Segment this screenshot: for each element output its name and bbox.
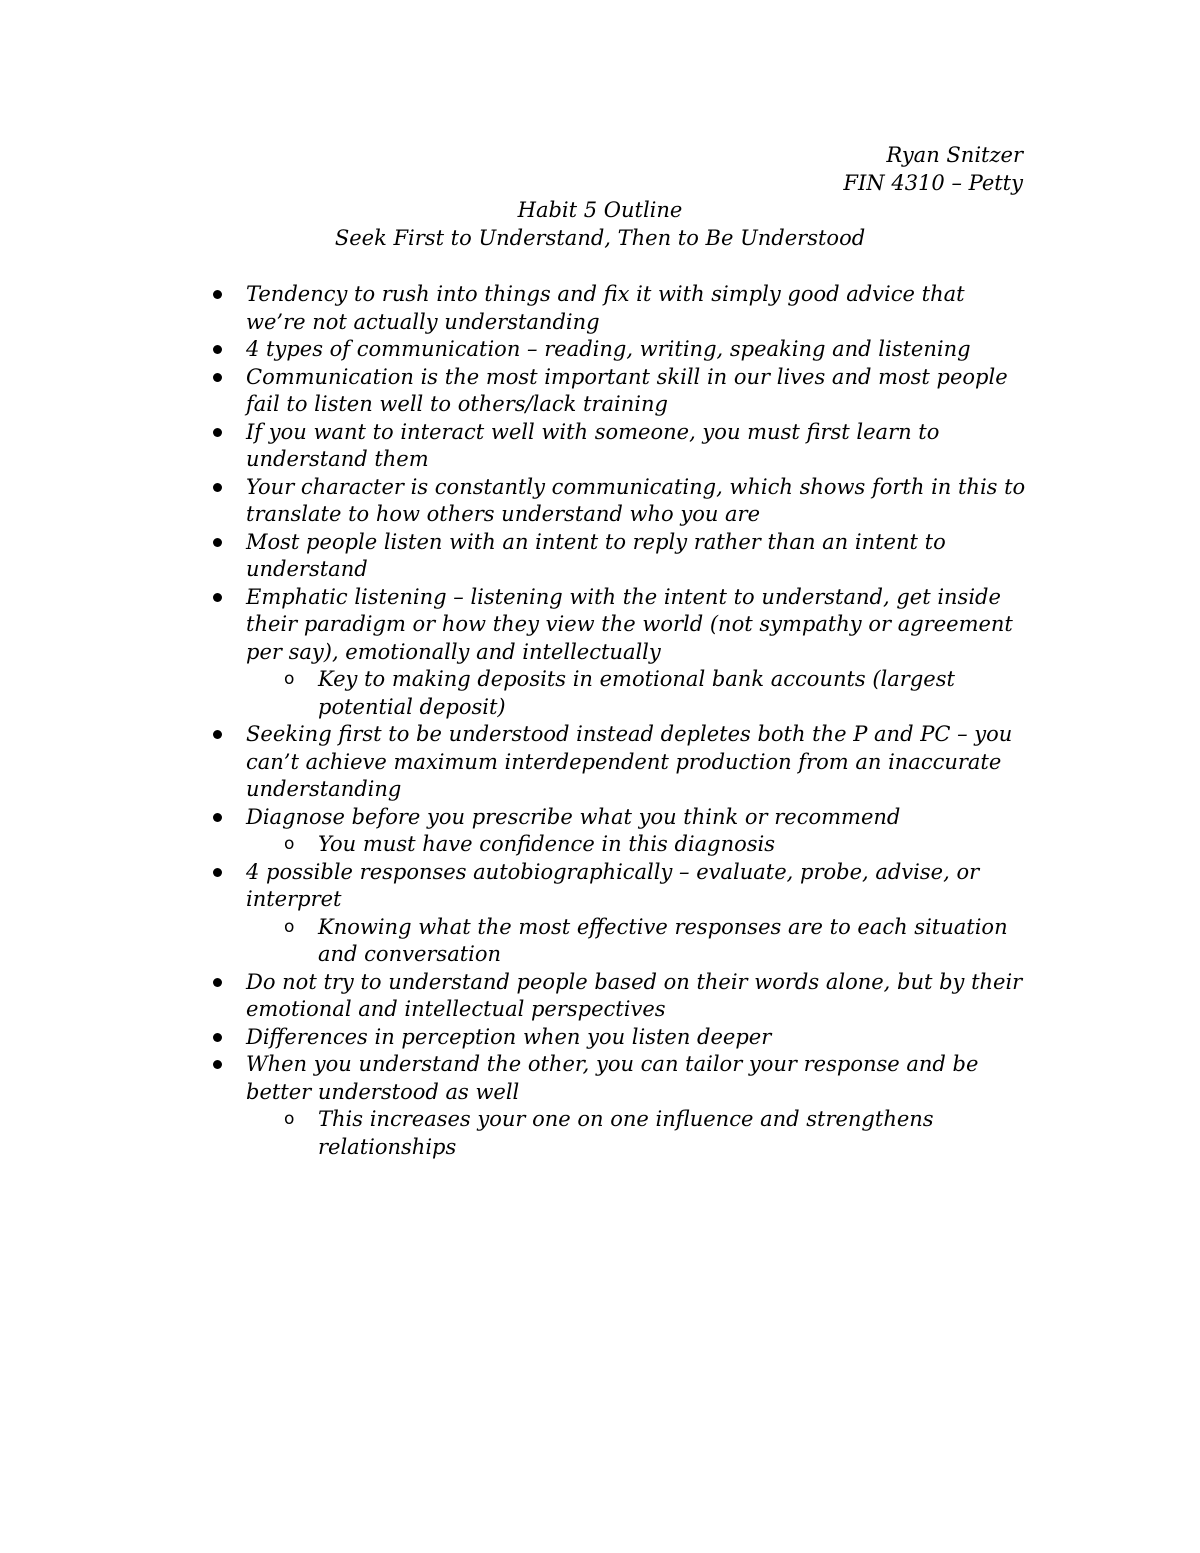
sub-list-item-text: Key to making deposits in emotional bank accounts (largest potential deposit) <box>318 667 955 719</box>
list-item <box>246 1051 1026 1161</box>
list-item <box>246 474 1026 529</box>
list-item-text: Differences in perception when you listen deeper <box>246 1024 772 1049</box>
bullet-icon <box>213 373 222 382</box>
document-titles <box>0 197 1200 252</box>
list-item-text: Your character is constantly communicating, which shows forth in this to translate to how others understand who you are <box>246 474 1026 526</box>
list-item <box>246 804 1026 859</box>
circle-bullet-icon: o <box>284 669 295 689</box>
list-item-text: Do not try to understand people based on their words alone, but by their emotional and intellectual perspectives <box>246 969 1023 1021</box>
list-item <box>246 721 1026 804</box>
list-item-text: Tendency to rush into things and fix it with simply good advice that we’re not actually understanding <box>246 282 965 334</box>
list-item <box>246 529 1026 584</box>
sub-list-item <box>284 1106 1026 1161</box>
circle-bullet-icon: o <box>284 834 295 854</box>
bullet-icon <box>213 483 222 492</box>
sub-list-item-text: This increases your one on one influence and strengthens relationships <box>318 1107 934 1159</box>
list-item-text: Seeking first to be understood instead depletes both the P and PC – you can’t achieve maximum interdependent production from an inaccurate understanding <box>246 722 1013 801</box>
bullet-icon <box>213 538 222 547</box>
bullet-icon <box>213 428 222 437</box>
list-item <box>246 419 1026 474</box>
list-item-text: When you understand the other, you can tailor your response and be better understood as well <box>246 1052 979 1104</box>
bullet-icon <box>213 813 222 822</box>
list-item-text: If you want to interact well with someone, you must first learn to understand them <box>246 419 940 471</box>
list-item <box>246 336 1026 364</box>
sub-list-item <box>284 831 1026 859</box>
list-item <box>246 281 1026 336</box>
sub-list-item-text: You must have confidence in this diagnosis <box>318 832 776 856</box>
outline-list <box>246 281 1026 1161</box>
document-title: Habit 5 Outline <box>517 198 683 222</box>
circle-bullet-icon: o <box>284 1109 295 1129</box>
list-item <box>246 969 1026 1024</box>
sub-list-item-text: Knowing what the most effective responses are to each situation and conversation <box>318 914 1008 966</box>
bullet-icon <box>213 593 222 602</box>
list-item-text: 4 types of communication – reading, writing, speaking and listening <box>246 337 971 361</box>
list-item <box>246 584 1026 722</box>
list-item-text: 4 possible responses autobiographically – evaluate, probe, advise, or interpret <box>246 859 980 911</box>
document-subtitle: Seek First to Understand, Then to Be Understood <box>334 225 866 250</box>
bullet-icon <box>213 345 222 354</box>
course-label: FIN 4310 – Petty <box>843 170 1023 195</box>
sub-list-item <box>284 914 1026 969</box>
author-name: Ryan Snitzer <box>886 143 1023 167</box>
list-item <box>246 364 1026 419</box>
bullet-icon <box>213 730 222 739</box>
list-item <box>246 1024 1026 1052</box>
bullet-icon <box>213 1060 222 1069</box>
bullet-icon <box>213 868 222 877</box>
bullet-icon <box>213 978 222 987</box>
sub-list-item <box>284 666 1026 721</box>
list-item-text: Communication is the most important skill in our lives and most people fail to listen well to others/lack training <box>246 364 1008 416</box>
bullet-icon <box>213 290 222 299</box>
bullet-icon <box>213 1033 222 1042</box>
list-item-text: Most people listen with an intent to reply rather than an intent to understand <box>246 529 946 581</box>
circle-bullet-icon: o <box>284 916 295 937</box>
list-item <box>246 859 1026 969</box>
list-item-text: Diagnose before you prescribe what you think or recommend <box>246 804 901 829</box>
document-header <box>843 142 1023 197</box>
list-item-text: Emphatic listening – listening with the intent to understand, get inside their paradigm or how they view the world (not sympathy or agreement per say), emotionally and intellectually <box>246 584 1013 664</box>
